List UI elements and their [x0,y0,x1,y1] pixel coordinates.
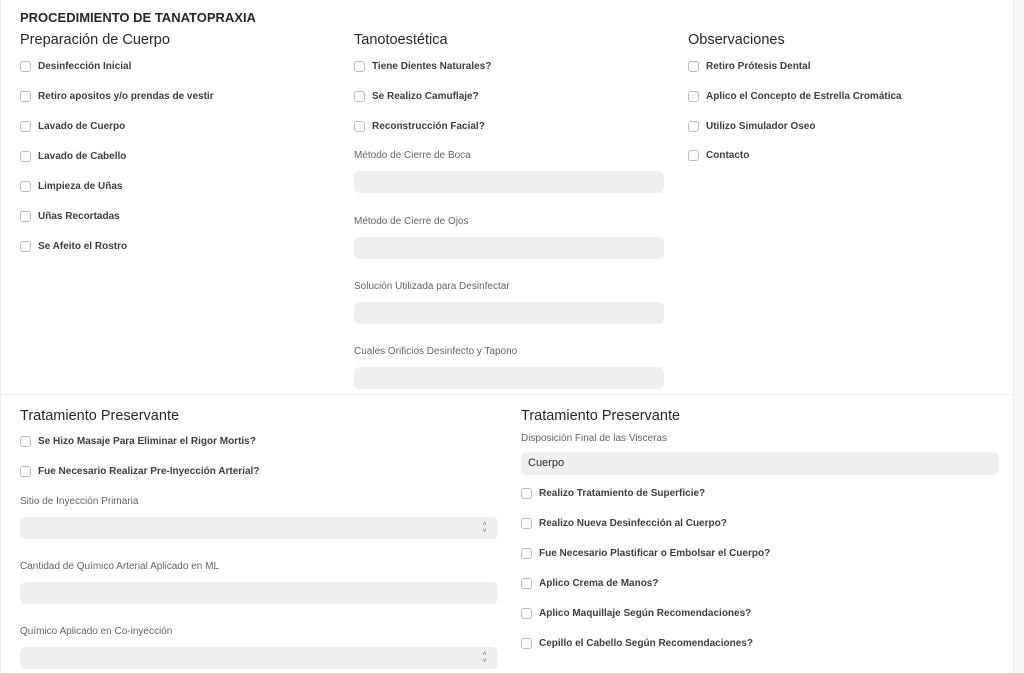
checkbox-icon[interactable] [521,488,532,499]
section-heading: Observaciones [688,32,785,48]
checkbox-tratamiento-superficie[interactable] [521,486,999,500]
checkbox-label: Realizo Nueva Desinfección al Cuerpo? [539,517,727,529]
checkbox-label: Fue Necesario Plastificar o Embolsar el Cuerpo? [539,547,771,559]
checkbox-icon[interactable] [521,638,532,649]
checkbox-icon[interactable] [20,121,31,132]
disposicion-visceras-input[interactable]: Cuerpo [521,452,999,475]
field-label: Sitio de Inyección Primaria [20,496,139,507]
checkbox-retiro-apositos[interactable] [20,89,320,103]
checkbox-icon[interactable] [688,121,699,132]
checkbox-dientes-naturales[interactable] [354,59,664,73]
checkbox-plastificar[interactable] [521,546,999,560]
checkbox-se-afeito[interactable] [20,239,320,253]
checkbox-lavado-cuerpo[interactable] [20,119,320,133]
orificios-input[interactable] [354,367,664,389]
quimico-coinyeccion-select[interactable] [20,647,498,669]
checkbox-icon[interactable] [20,181,31,192]
checkbox-label: Lavado de Cabello [38,150,127,162]
checkbox-reconstruccion-facial[interactable] [354,119,664,133]
checkbox-limpieza-unas[interactable] [20,179,320,193]
column-tanotoestetica [354,30,664,389]
checkbox-label: Limpieza de Uñas [38,180,123,192]
section-heading: Tanotoestética [354,32,448,48]
checkbox-masaje-rigor[interactable] [20,434,498,448]
page-title: PROCEDIMIENTO DE TANATOPRAXIA [20,10,256,25]
field-label: Cantidad de Químico Arterial Aplicado en ML [20,561,219,572]
column-tratamiento-right [521,406,999,650]
checkbox-label: Retiro apositos y/o prendas de vestir [38,90,214,102]
field-label: Químico Aplicado en Co-inyección [20,626,173,637]
field-label: Solución Utilizada para Desinfectar [354,281,510,292]
checkbox-nueva-desinfeccion[interactable] [521,516,999,530]
checkbox-label: Cepillo el Cabello Según Recomendaciones? [539,637,753,649]
column-preparacion [20,30,320,253]
section-procedimiento [1,0,1013,395]
checkbox-icon[interactable] [20,91,31,102]
column-tratamiento-left [20,406,498,669]
checkbox-icon[interactable] [688,61,699,72]
checkbox-retiro-protesis[interactable] [688,59,998,73]
cantidad-quimico-input[interactable] [20,582,498,604]
checkbox-cepillo-cabello[interactable] [521,636,999,650]
checkbox-icon[interactable] [354,91,365,102]
checkbox-label: Realizo Tratamiento de Superficie? [539,487,706,499]
checkbox-estrella-cromatica[interactable] [688,89,998,103]
checkbox-icon[interactable] [688,91,699,102]
checkbox-label: Contacto [706,149,750,161]
checkbox-simulador-oseo[interactable] [688,119,998,133]
checkbox-maquillaje[interactable] [521,606,999,620]
checkbox-icon[interactable] [521,518,532,529]
solucion-desinfectar-input[interactable] [354,302,664,324]
checkbox-label: Tiene Dientes Naturales? [372,60,492,72]
cierre-ojos-input[interactable] [354,237,664,259]
checkbox-icon[interactable] [521,578,532,589]
field-label: Método de Cierre de Ojos [354,216,469,227]
checkbox-unas-recortadas[interactable] [20,209,320,223]
checkbox-label: Se Realizo Camuflaje? [372,90,479,102]
checkbox-label: Retiro Prótesis Dental [706,60,811,72]
sitio-inyeccion-select[interactable] [20,517,498,539]
field-label: Disposición Final de las Visceras [521,433,667,444]
checkbox-icon[interactable] [688,150,699,161]
checkbox-label: Se Afeito el Rostro [38,240,128,252]
section-heading: Tratamiento Preservante [20,408,180,424]
checkbox-label: Fue Necesario Realizar Pre-Inyección Arterial? [38,465,260,477]
checkbox-icon[interactable] [521,608,532,619]
checkbox-icon[interactable] [521,548,532,559]
field-label: Cuales Orificios Desinfecto y Tapono [354,346,518,357]
checkbox-icon[interactable] [20,466,31,477]
checkbox-icon[interactable] [20,436,31,447]
checkbox-icon[interactable] [354,61,365,72]
section-heading: Preparación de Cuerpo [20,32,170,48]
chevron-up-down-icon: ˄ ˅ [482,651,487,665]
checkbox-icon[interactable] [20,211,31,222]
checkbox-camuflaje[interactable] [354,89,664,103]
column-observaciones [688,30,998,162]
checkbox-label: Aplico Crema de Manos? [539,577,659,589]
checkbox-icon[interactable] [20,241,31,252]
checkbox-icon[interactable] [20,61,31,72]
checkbox-label: Aplico Maquillaje Según Recomendaciones? [539,607,752,619]
checkbox-label: Utilizo Simulador Oseo [706,120,816,132]
checkbox-label: Lavado de Cuerpo [38,120,126,132]
checkbox-pre-inyeccion[interactable] [20,464,498,478]
checkbox-label: Uñas Recortadas [38,210,120,222]
checkbox-label: Se Hizo Masaje Para Eliminar el Rigor Mortis? [38,435,256,447]
cierre-boca-input[interactable] [354,171,664,193]
checkbox-label: Desinfección Inicial [38,60,132,72]
section-tratamiento [1,396,1013,673]
checkbox-crema-manos[interactable] [521,576,999,590]
checkbox-icon[interactable] [20,151,31,162]
checkbox-icon[interactable] [354,121,365,132]
section-heading: Tratamiento Preservante [521,408,681,424]
checkbox-label: Reconstrucción Facial? [372,120,485,132]
field-label: Método de Cierre de Boca [354,150,471,161]
checkbox-desinfeccion-inicial[interactable] [20,59,320,73]
checkbox-lavado-cabello[interactable] [20,149,320,163]
chevron-up-down-icon: ˄ ˅ [482,521,487,535]
checkbox-contacto[interactable] [688,148,998,162]
checkbox-label: Aplico el Concepto de Estrella Cromática [706,90,902,102]
